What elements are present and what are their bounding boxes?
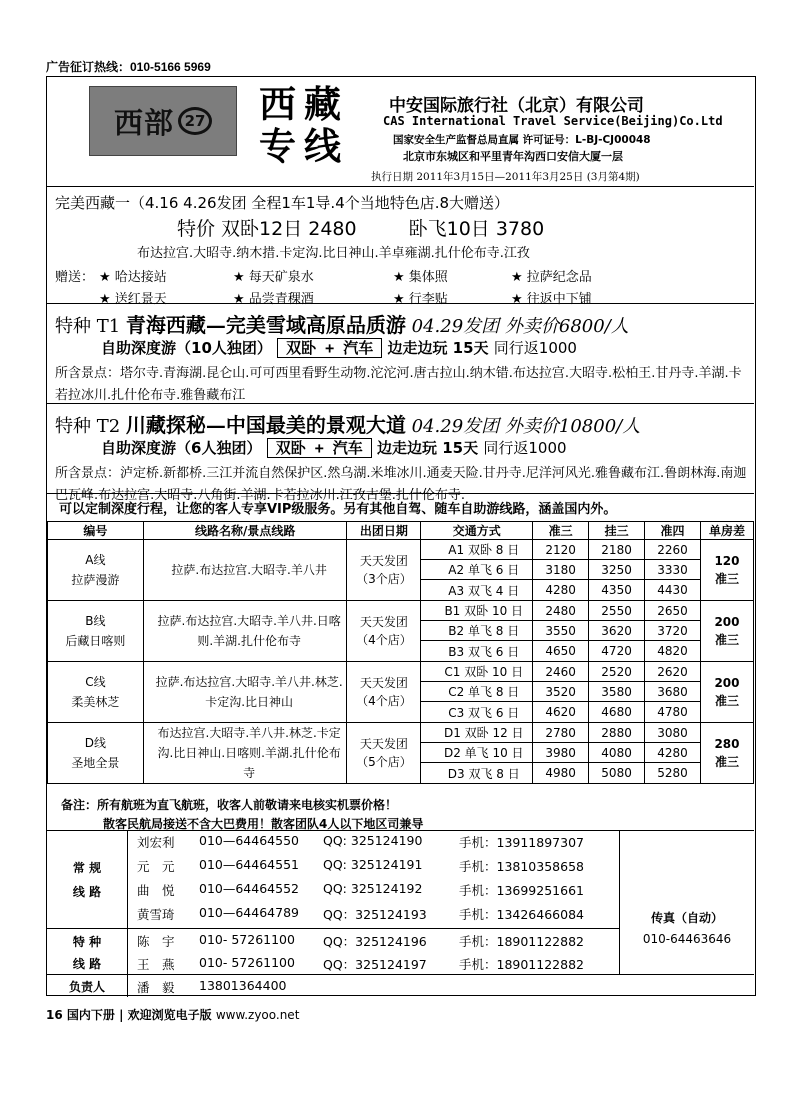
contact-mobile: 手机：13426466084 [459, 907, 584, 922]
price-rated3: 4680 [589, 702, 645, 723]
t2-subline [101, 437, 567, 458]
gifts-label: 赠送： [55, 270, 95, 285]
departure: 天天发团 [359, 737, 408, 751]
column-header: 交通方式 [421, 522, 533, 540]
route-code-cell [48, 540, 144, 601]
t2-name: 川藏探秘—中国最美的景观大道 [125, 413, 406, 437]
supplement-amount: 200 [714, 676, 740, 690]
contact-phone: 010—64464552 [199, 881, 299, 896]
contact-qq: QQ: 325124191 [323, 857, 423, 872]
supplement-amount: 200 [714, 615, 740, 629]
manager-name: 潘 毅 [137, 980, 175, 995]
transport-mode: A2 单飞 6 日 [421, 560, 533, 580]
footer-url: www.zyoo.net [215, 1008, 300, 1022]
price-standard3: 2120 [533, 540, 589, 560]
column-header: 编号 [48, 522, 144, 540]
supplement-unit: 准三 [714, 572, 739, 586]
contact-phone: 010—64464551 [199, 857, 299, 872]
t1-section [47, 303, 754, 403]
contact-qq: QQ: 325124192 [323, 881, 423, 896]
route-spots: 拉萨.布达拉宫.大昭寺.羊八井.日喀则.羊湖.扎什伦布寺 [143, 601, 347, 662]
single-supplement [700, 723, 753, 784]
shop-count: （4个店） [356, 633, 412, 647]
contact-name: 黄雪琦 [137, 907, 175, 922]
price-standard4: 3080 [645, 723, 701, 743]
manager-phone: 13801364400 [199, 978, 287, 993]
transport-mode: B3 双飞 6 日 [421, 641, 533, 662]
departure-cell [347, 723, 421, 784]
contact-name: 王 燕 [137, 957, 175, 972]
departure-cell [347, 662, 421, 723]
price-option-b: 卧飞10日 3780 [408, 218, 545, 240]
supplement-amount: 280 [714, 737, 740, 751]
departure-cell [347, 601, 421, 662]
route-spots: 拉萨.布达拉宫.大昭寺.羊八井 [143, 540, 347, 601]
price-standard4: 2650 [645, 601, 701, 621]
transport-mode: D2 单飞 10 日 [421, 743, 533, 763]
price-standard3: 4620 [533, 702, 589, 723]
departure: 天天发团 [359, 676, 408, 690]
transport-mode: A1 双卧 8 日 [421, 540, 533, 560]
column-header: 准四 [645, 522, 701, 540]
price-rated3: 3250 [589, 560, 645, 580]
price-rated3: 5080 [589, 763, 645, 784]
route-code-cell [48, 601, 144, 662]
route-spots: 拉萨.布达拉宫.大昭寺.羊八井.林芝.卡定沟.比日神山 [143, 662, 347, 723]
logo [89, 86, 237, 156]
shop-count: （3个店） [356, 572, 412, 586]
notes [47, 791, 754, 831]
route-code: C线 [85, 675, 106, 689]
ad-hotline: 广告征订热线：010-5166 5969 [46, 60, 211, 74]
t1-label: 特种 T1 [55, 316, 121, 337]
t2-section [47, 403, 754, 503]
title-block [259, 83, 349, 167]
validity-period: 执行日期 2011年3月15日—2011年3月25日 (3月第4期) [371, 171, 640, 183]
transport-mode: C1 双卧 10 日 [421, 662, 533, 682]
column-header: 出团日期 [347, 522, 421, 540]
manager-label: 负责人 [68, 980, 105, 994]
route-code-cell [48, 723, 144, 784]
price-standard3: 4280 [533, 580, 589, 601]
column-header: 单房差 [700, 522, 753, 540]
logo-number: 27 [178, 107, 212, 135]
price-standard4: 4430 [645, 580, 701, 601]
perfect-tibet-section [47, 186, 754, 307]
contact-mobile: 手机：18901122882 [459, 934, 584, 949]
price-standard3: 2480 [533, 601, 589, 621]
contact-qq: QQ：325124193 [323, 907, 427, 922]
contact-phone: 010- 57261100 [199, 955, 295, 970]
gift-item: ★ 往返中下铺 [511, 292, 592, 307]
logo-text: 西部 [113, 105, 174, 140]
regular-lines-label: 常 规 线 路 [72, 861, 102, 899]
license-info: 国家安全生产监督总局直属 许可证号：L-BJ-CJ00048 [393, 134, 651, 146]
contact-mobile: 手机：13699251661 [459, 883, 584, 898]
price-standard4: 3330 [645, 560, 701, 580]
single-supplement [700, 540, 753, 601]
t1-rebate: 同行返1000 [493, 339, 577, 357]
contact-name: 曲 悦 [137, 883, 175, 898]
price-standard3: 2460 [533, 662, 589, 682]
gift-item: ★ 品尝青稞酒 [233, 292, 314, 307]
shop-count: （4个店） [356, 694, 412, 708]
t2-duration: 边走边玩 15天 [377, 439, 479, 457]
route-name: 后藏日喀则 [65, 634, 126, 648]
contact-name: 刘宏利 [137, 835, 175, 850]
price-standard4: 2260 [645, 540, 701, 560]
footer: 16 国内下册 | 欢迎浏览电子版 www.zyoo.net [46, 1008, 300, 1022]
route-code: A线 [85, 553, 106, 567]
price-standard4: 5280 [645, 763, 701, 784]
t1-type: 自助深度游（10人独团） [101, 339, 272, 357]
tour-spots: 布达拉宫.大昭寺.纳木措.卡定沟.比日神山.羊卓雍湖.扎什伦布寺.江孜 [137, 246, 530, 261]
column-header: 线路名称/景点线路 [143, 522, 347, 540]
price-rated3: 2520 [589, 662, 645, 682]
t2-title [55, 409, 640, 438]
contact-phone: 010—64464789 [199, 905, 299, 920]
fax-label: 传真（自动） [650, 911, 723, 925]
single-supplement [700, 662, 753, 723]
tour-title: 完美西藏一（4.16 4.26发团 全程1车1导.4个当地特色店.8大赠送） [55, 194, 510, 212]
transport-mode: D3 双飞 8 日 [421, 763, 533, 784]
price-standard3: 3980 [533, 743, 589, 763]
page-frame [46, 76, 756, 996]
price-standard4: 3720 [645, 621, 701, 641]
route-code-cell [48, 662, 144, 723]
route-name: 柔美林芝 [71, 695, 120, 709]
table-row [48, 723, 754, 743]
price-standard4: 2620 [645, 662, 701, 682]
t2-label: 特种 T2 [55, 416, 121, 437]
gift-item: ★ 每天矿泉水 [233, 270, 314, 285]
t1-spots: 所含景点：塔尔寺.青海湖.昆仑山.可可西里看野生动物.沱沱河.唐古拉山.纳木错.布达拉宫.大昭寺.松柏王.甘丹寺.羊湖.卡若拉冰川.扎什伦布寺.雅鲁藏布江 [55, 366, 742, 403]
transport-mode: D1 双卧 12 日 [421, 723, 533, 743]
company-name-cn: 中安国际旅行社（北京）有限公司 [389, 96, 644, 116]
company-name-en: CAS International Travel Service(Beijing)Co.Ltd [383, 114, 723, 128]
route-code: B线 [85, 614, 106, 628]
gift-item: ★ 送红景天 [99, 292, 167, 307]
supplement-unit: 准三 [714, 694, 739, 708]
departure: 天天发团 [359, 615, 408, 629]
custom-note: 可以定制深度行程，让您的客人专享VIP级服务。另有其他自驾、随车自助游线路，涵盖国内外。 [59, 502, 617, 517]
page-number: 16 [46, 1008, 63, 1022]
gift-item: ★ 拉萨纪念品 [511, 270, 592, 285]
t1-transport: 双卧 + 汽车 [277, 338, 382, 358]
route-spots: 布达拉宫.大昭寺.羊八井.林芝.卡定沟.比日神山.日喀则.羊湖.扎什伦布寺 [143, 723, 347, 784]
price-rated3: 4350 [589, 580, 645, 601]
fax-number: 010-64463646 [642, 932, 732, 946]
price-rated3: 4080 [589, 743, 645, 763]
column-header: 准三 [533, 522, 589, 540]
transport-mode: B2 单飞 8 日 [421, 621, 533, 641]
note-line1: 备注：所有航班为直飞航班，收客人前敬请来电核实机票价格！ [61, 798, 398, 812]
section-name: 国内下册 [66, 1008, 115, 1022]
contact-qq: QQ: 325124190 [323, 833, 423, 848]
t1-subline [101, 337, 577, 358]
company-address: 北京市东城区和平里青年沟西口安信大厦一层 [403, 150, 623, 163]
table-header-row [48, 522, 754, 540]
transport-mode: C2 单飞 8 日 [421, 682, 533, 702]
table-row [48, 601, 754, 621]
transport-mode: B1 双卧 10 日 [421, 601, 533, 621]
departure-cell [347, 540, 421, 601]
route-name: 圣地全景 [71, 756, 120, 770]
t2-rebate: 同行返1000 [483, 439, 567, 457]
table-row [48, 540, 754, 560]
title-line2: 专线 [259, 124, 349, 168]
supplement-unit: 准三 [714, 755, 739, 769]
t1-duration: 边走边玩 15天 [387, 339, 489, 357]
route-name: 拉萨漫游 [71, 573, 120, 587]
t1-date-price: 04.29发团 外卖价6800/人 [411, 316, 629, 337]
departure: 天天发团 [359, 554, 408, 568]
contact-name: 陈 宇 [137, 934, 175, 949]
shop-count: （5个店） [356, 755, 412, 769]
t1-title [55, 309, 629, 338]
t2-type: 自助深度游（6人独团） [101, 439, 262, 457]
table-row [48, 662, 754, 682]
contact-mobile: 手机：13810358658 [459, 859, 584, 874]
price-standard3: 3180 [533, 560, 589, 580]
price-standard3: 3550 [533, 621, 589, 641]
t2-transport: 双卧 + 汽车 [267, 438, 372, 458]
price-standard3: 4980 [533, 763, 589, 784]
custom-note-section [47, 493, 754, 521]
supplement-amount: 120 [714, 554, 740, 568]
t2-spots: 所含景点：泸定桥.新都桥.三江并流自然保护区.然乌湖.米堆冰川.通麦天险.甘丹寺.尼洋河风光.雅鲁藏布江.鲁朗林海.南迦巴瓦峰.布达拉宫.大昭寺.八角街.羊湖.卡若拉冰川.江孜古堡.扎什伦布寺. [55, 466, 747, 503]
price-standard4: 3680 [645, 682, 701, 702]
contact-name: 元 元 [137, 859, 175, 874]
gift-item: ★ 哈达接站 [99, 270, 167, 285]
price-option-a: 特价 双卧12日 2480 [177, 218, 357, 240]
contacts [47, 831, 754, 997]
supplement-unit: 准三 [714, 633, 739, 647]
price-standard3: 2780 [533, 723, 589, 743]
price-rated3: 3580 [589, 682, 645, 702]
column-header: 挂三 [589, 522, 645, 540]
single-supplement [700, 601, 753, 662]
t2-date-price: 04.29发团 外卖价10800/人 [411, 416, 641, 437]
tour-price [177, 214, 544, 241]
title-line1: 西藏 [259, 82, 349, 126]
contact-mobile: 手机：18901122882 [459, 957, 584, 972]
transport-mode: C3 双飞 6 日 [421, 702, 533, 723]
note-line2: 散客民航局接送不含大巴费用！散客团队4人以下地区司兼导 [103, 817, 424, 831]
contact-qq: QQ：325124197 [323, 957, 427, 972]
special-lines-label: 特 种 线 路 [72, 935, 102, 971]
contact-mobile: 手机：13911897307 [459, 835, 584, 850]
footer-slogan: 欢迎浏览电子版 [127, 1008, 212, 1022]
transport-mode: A3 双飞 4 日 [421, 580, 533, 601]
price-rated3: 2880 [589, 723, 645, 743]
t1-name: 青海西藏—完美雪域高原品质游 [125, 313, 406, 337]
price-rated3: 3620 [589, 621, 645, 641]
routes-table [47, 521, 754, 784]
route-code: D线 [84, 736, 107, 750]
gift-item: ★ 行李贴 [393, 292, 448, 307]
contact-phone: 010- 57261100 [199, 932, 295, 947]
contact-qq: QQ：325124196 [323, 934, 427, 949]
price-standard4: 4820 [645, 641, 701, 662]
price-standard3: 3520 [533, 682, 589, 702]
price-standard4: 4280 [645, 743, 701, 763]
price-rated3: 4720 [589, 641, 645, 662]
gift-item: ★ 集体照 [393, 270, 448, 285]
price-standard3: 4650 [533, 641, 589, 662]
price-rated3: 2180 [589, 540, 645, 560]
price-standard4: 4780 [645, 702, 701, 723]
contact-phone: 010—64464550 [199, 833, 299, 848]
price-rated3: 2550 [589, 601, 645, 621]
